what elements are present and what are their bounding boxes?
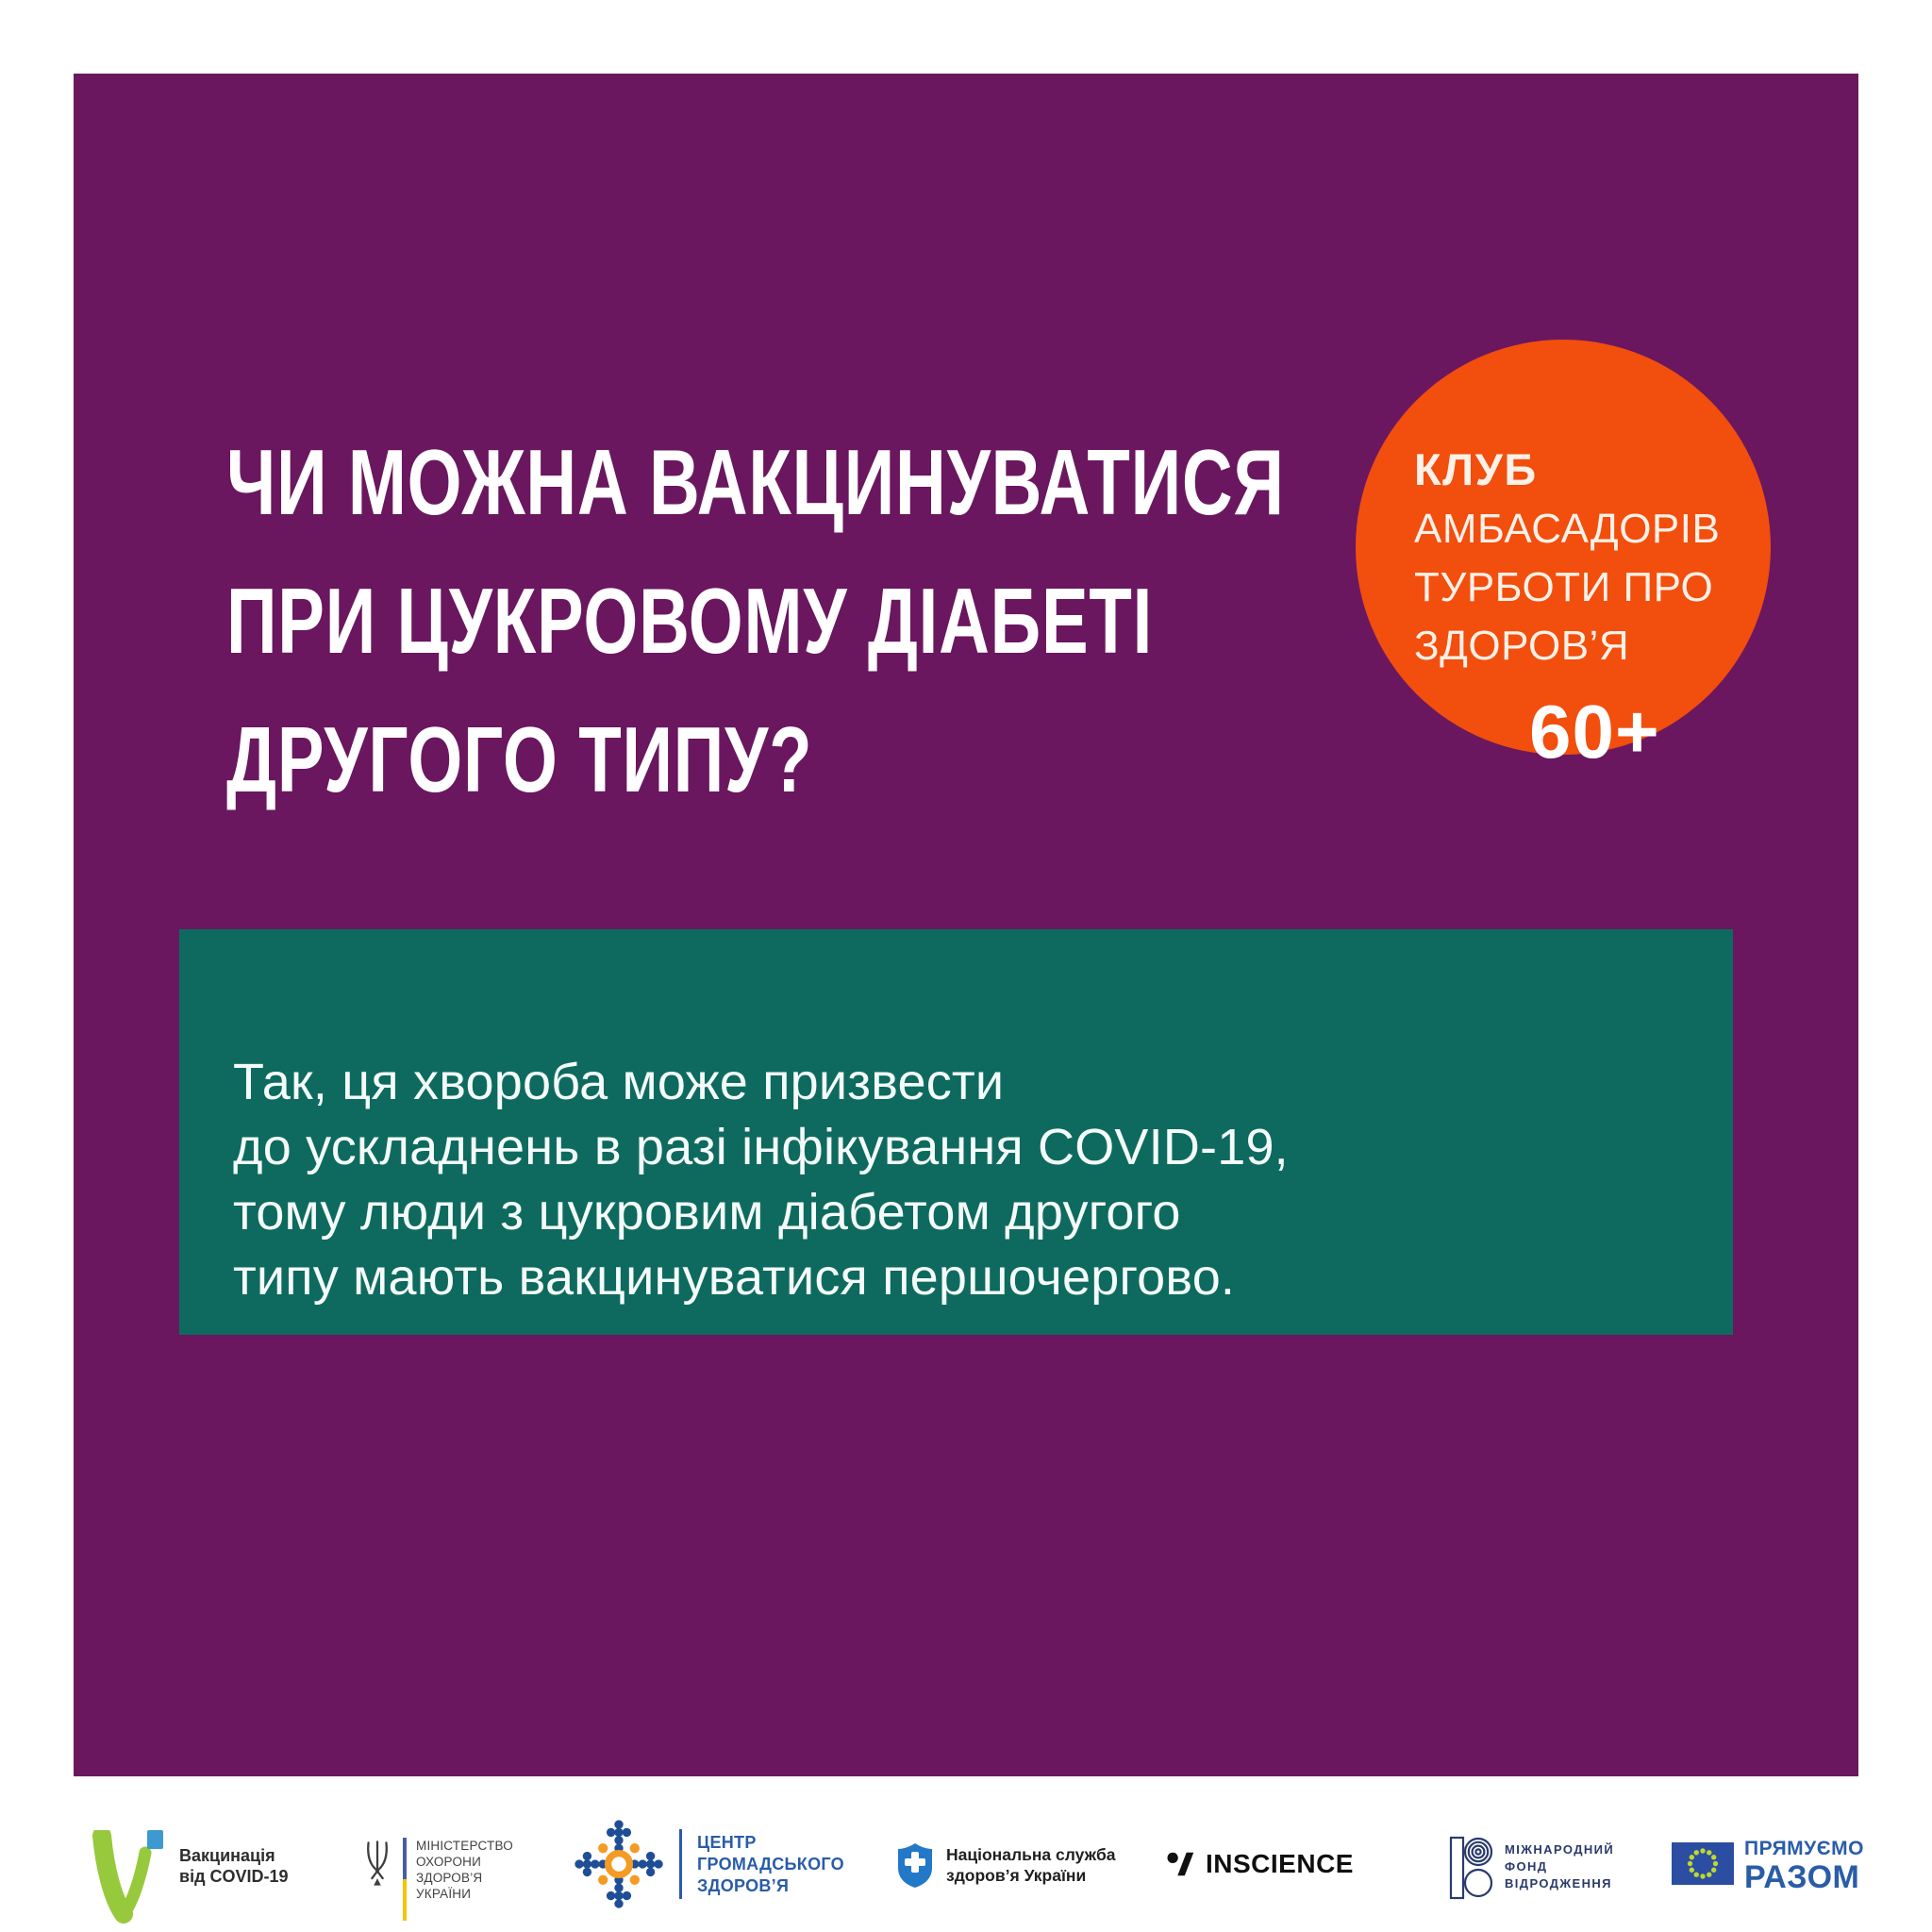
ministry-flag-bar	[403, 1838, 407, 1921]
phc-divider	[679, 1829, 682, 1899]
irf-label-line: МІЖНАРОДНИЙ	[1505, 1842, 1615, 1857]
ministry-label-line: МІНІСТЕРСТВО	[416, 1839, 513, 1853]
eu-label-line: РАЗОМ	[1744, 1859, 1860, 1895]
nhsu-label-line: здоров’я України	[946, 1866, 1087, 1885]
ministry-label	[416, 1838, 513, 1902]
question-line: ПРИ ЦУКРОВОМУ ДІАБЕТІ	[226, 569, 1154, 673]
phc-label-line: ГРОМАДСЬКОГО	[697, 1854, 844, 1874]
eu-flag-icon	[1672, 1842, 1734, 1885]
answer-line: Так, ця хвороба може призвести	[233, 1054, 1005, 1110]
nhsu-label-line: Національна служба	[946, 1845, 1116, 1864]
vaccination-label-line: від COVID-19	[179, 1867, 289, 1886]
vaccination-label	[179, 1845, 289, 1887]
question-line: ДРУГОГО ТИПУ?	[226, 708, 813, 811]
phc-label-line: ЦЕНТР	[697, 1832, 757, 1852]
answer-line: до ускладнень в разі інфікування COVID-19,	[233, 1119, 1289, 1175]
nhsu-label	[946, 1844, 1116, 1886]
eu-label-line: ПРЯМУЄМО	[1744, 1838, 1864, 1859]
ministry-label-line: УКРАЇНИ	[416, 1887, 472, 1901]
question-heading	[226, 413, 1285, 829]
answer-line: тому люди з цукровим діабетом другого	[233, 1184, 1181, 1241]
club-badge-line: АМБАСАДОРІВ	[1414, 506, 1721, 552]
irf-label-line: ФОНД	[1505, 1859, 1548, 1874]
logo-public-health-center	[574, 1819, 844, 1909]
club-badge-age: 60+	[1529, 690, 1660, 774]
club-badge-line: ТУРБОТИ ПРО	[1414, 564, 1714, 610]
phc-dots-icon	[574, 1819, 664, 1909]
logo-eu-razom	[1672, 1838, 1864, 1894]
logo-ministry-of-health	[361, 1838, 513, 1921]
logo-nhsu	[896, 1841, 1116, 1889]
club-badge-circle	[1356, 340, 1771, 774]
inscience-wordmark: INSCIENCE	[1206, 1849, 1354, 1878]
eu-label	[1744, 1838, 1864, 1894]
club-badge-title: КЛУБ	[1414, 444, 1538, 494]
phc-label-line: ЗДОРОВ’Я	[697, 1875, 790, 1895]
irf-label-line: ВІДРОДЖЕННЯ	[1505, 1876, 1612, 1890]
logo-inscience	[1167, 1849, 1354, 1879]
answer-box	[179, 929, 1733, 1335]
ministry-label-line: ОХОРОНИ	[416, 1855, 482, 1869]
tryzub-icon	[361, 1838, 393, 1890]
logo-irf	[1449, 1834, 1614, 1913]
irf-label	[1505, 1841, 1614, 1892]
vaccination-check-icon	[92, 1830, 164, 1924]
vaccination-label-line: Вакцинація	[179, 1846, 275, 1865]
question-line: ЧИ МОЖНА ВАКЦИНУВАТИСЯ	[226, 430, 1285, 534]
poster-background	[74, 74, 1858, 1776]
nhsu-shield-icon	[896, 1841, 934, 1889]
logo-vaccination	[92, 1830, 289, 1924]
club-badge-line: ЗДОРОВ’Я	[1414, 623, 1630, 669]
phc-label	[697, 1832, 844, 1897]
club-badge-text	[1414, 440, 1720, 775]
ministry-label-line: ЗДОРОВ’Я	[416, 1871, 483, 1885]
answer-line: типу мають вакцинуватися першочергово.	[233, 1249, 1236, 1306]
inscience-mark-icon	[1167, 1850, 1197, 1878]
irf-icon	[1449, 1834, 1492, 1913]
